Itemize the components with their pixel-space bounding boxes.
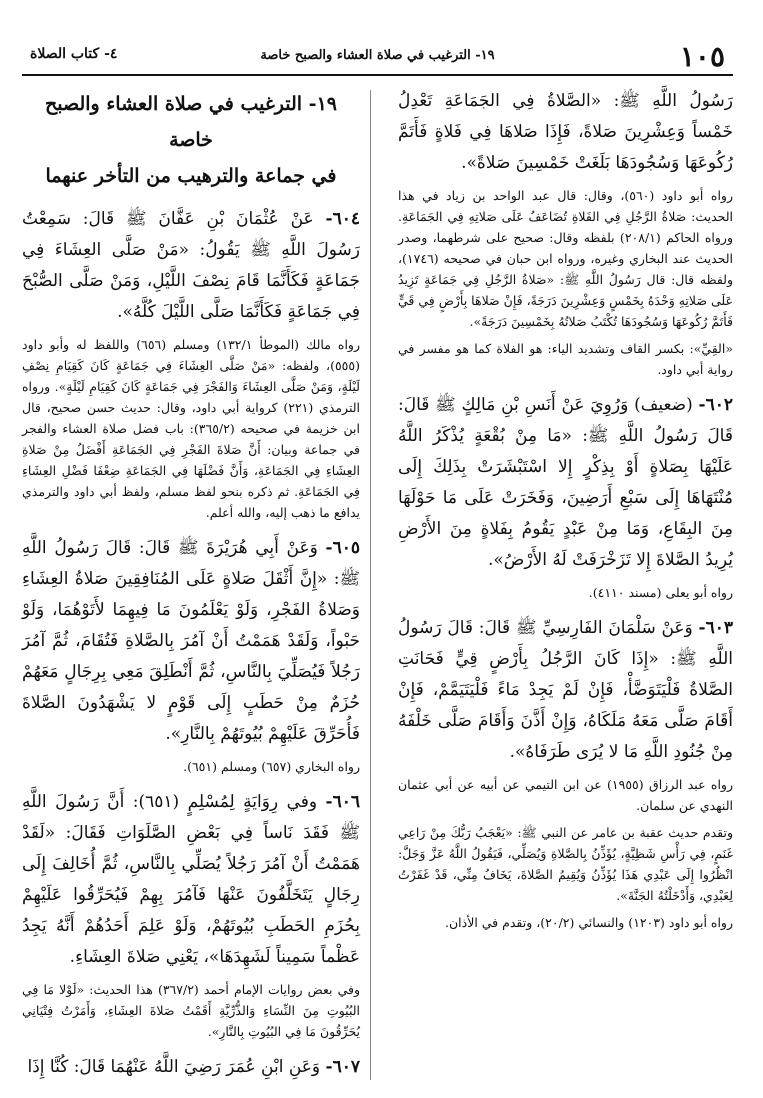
hadith-604	[22, 204, 360, 328]
hadith-text: وَعَنْ سَلْمَانَ الفَارِسِيِّ ﷺ قَالَ: قَالَ رَسُولُ اللَّهِ ﷺ: «إِذَا كَانَ الرَّجُلُ بِأَرْضٍ قِيٍّ فَحَانَتِ الصَّلاةُ فَلْيَتَوَضَّأْ، فَإِنْ لَمْ يَجِدْ مَاءً فَلْيَتَيَمَّمْ، فَإِنْ أَقَامَ صَلَّى مَعَهُ مَلَكَاهُ، وَإِنْ أَذَّنَ وَأَقَامَ صَلَّى خَلْفَهُ مِنْ جُنُودِ اللَّهِ مَا لا يُرَى طَرَفَاهُ».	[398, 618, 733, 762]
running-chapter-title: ١٩- الترغيب في صلاة العشاء والصبح خاصة	[260, 48, 495, 63]
glossary-note: «القِيِّ»: بكسر القاف وتشديد الياء: هو الفلاة كما هو مفسر في رواية أبي داود.	[398, 341, 733, 377]
hadith-607	[22, 1052, 360, 1083]
running-book-title: ٤- كتاب الصلاة	[30, 46, 118, 62]
hadith-603	[398, 613, 733, 768]
hadith-source: رواه مالك (الموطأ ١٣٢/١) ومسلم (٦٥٦) واللفظ له وأبو داود (٥٥٥)، ولفظه: «مَنْ صَلَّى العِشَاءَ فِي جَمَاعَةٍ كَانَ كَقِيَامِ نِصْفِ لَيْلَةٍ، وَمَنْ صَلَّى العِشَاءَ وَالفَجْرَ فِي جَمَاعَةٍ كَانَ كَقِيَامِ لَيْلَةٍ». ورواه الترمذي (٢٢١) كرواية أبي داود، وقال: حديث حسن صحيح، قال ابن خزيمة في صحيحه (٣٦٥/٢): باب فضل صلاة العشاء والفجر في جماعة وبيان: أَنَّ صَلاةَ الفَجْرِ فِي الجَمَاعَةِ أَفْضَلُ مِنْ صَلاةِ العِشَاءِ فِي الجَمَاعَةِ، وَأَنَّ فَضْلَهَا فِي الجَمَاعَةِ ضِعْفَا فَضْلِ العِشَاءِ فِي الجَمَاعَةِ. ثم ذكره بنحو لفظ مسلم، ولفظ أبي داود والترمذي يدافع ما ذهب إليه، والله أعلم.	[22, 337, 361, 520]
hadith-source: رواه أبو داود (١٢٠٣) والنسائي (٢٠/٢)، وتقدم في الأذان.	[445, 915, 733, 930]
section-subtitle: في جماعة والترهيب من التأخر عنهما	[45, 165, 337, 187]
hadith-source: وفي بعض روايات الإمام أحمد (٣٦٧/٢) هذا الحديث: «لَوْلا مَا فِي البُيُوتِ مِنَ النِّسَاءِ وَالذُّرِّيَّةِ أَقَمْتُ صَلاةَ العِشَاءِ، وَأَمَرْتُ فِتْيَانِي يُحَرِّقُونَ مَا فِي البُيُوتِ بِالنَّارِ».	[22, 982, 361, 1039]
hadith-606	[22, 787, 360, 973]
hadith-source: رواه أبو يعلى (مسند ٤١١٠).	[588, 585, 733, 600]
hadith-number: ٦٠٥-	[325, 538, 361, 558]
hadith-number: ٦٠٦-	[325, 792, 361, 812]
hadith-source: رواه عبد الرزاق (١٩٥٥) عن ابن التيمي عن أبيه عن أبي عثمان النهدي عن سلمان.	[398, 777, 733, 813]
hadith-text: عَنْ عُثْمَانَ بْنِ عَفَّانَ ﷺ قَالَ: سَمِعْتُ رَسُولَ اللَّهِ ﷺ يَقُولُ: «مَنْ صَلَّى العِشَاءَ فِي جَمَاعَةٍ فَكَأَنَّمَا قَامَ نِصْفَ اللَّيْلِ، وَمَنْ صَلَّى الصُّبْحَ فِي جَمَاعَةٍ فَكَأَنَّمَا صَلَّى اللَّيْلَ كُلَّهُ».	[22, 209, 360, 322]
hadith-number: ٦٠٣-	[698, 618, 733, 638]
cross-reference-note: وتقدم حديث عقبة بن عامر عن النبي ﷺ: «يَعْجَبُ رَبُّكَ مِنْ رَاعِي غَنَمٍ، فِي رَأْسِ شَظِيَّةٍ، يُؤَذِّنُ بِالصَّلاةِ وَيُصَلِّي، فَيَقُولُ اللَّهُ عَزَّ وَجَلَّ: انْظُرُوا إِلَى عَبْدِي هَذَا يُؤَذِّنُ وَيُقِيمُ الصَّلاةَ، يَخَافُ مِنِّي، قَدْ غَفَرْتُ لِعَبْدِي، وَأَدْخَلْتُهُ الجَنَّةَ».	[398, 825, 733, 903]
hadith-number: ٦٠٤-	[325, 209, 361, 229]
source-note: رواه أبو داود (٥٦٠)، وقال: قال عبد الواحد بن زياد في هذا الحديث: صَلاةُ الرَّجُلِ فِي الفَلاةِ تُضَاعَفُ عَلَى صَلاتِهِ فِي الجَمَاعَةِ. ورواه الحاكم (٢٠٨/١) بلفظه وقال: صحيح على شرطهما، وصدر الحديث عند البخاري وغيره، ورواه ابن حبان في صحيحه (١٧٤٦)، ولفظه قال: قال رَسُولُ اللَّهِ ﷺ: «صَلاةُ الرَّجُلِ فِي جَمَاعَةٍ تَزِيدُ عَلَى صَلاتِهِ وَحْدَهُ بِخَمْسٍ وَعِشْرِينَ دَرَجَةً، فَإِنْ صَلاهَا بِأَرْضٍ فِي قَيٍّ فَأَتَمَّ رُكُوعَهَا وَسُجُودَهَا تُكْتَبُ صَلاتُهُ بِخَمْسِينَ دَرَجَةً».	[398, 188, 733, 329]
hadith-number: ٦٠٢-	[698, 395, 733, 415]
hadith-602	[398, 390, 733, 576]
hadith-text: (ضعيف) وَرُوِيَ عَنْ أَنَسِ بْنِ مَالِكٍ ﷺ قَالَ: قَالَ رَسُولُ اللَّهِ ﷺ: «مَا مِنْ بُقْعَةٍ يُذْكَرُ اللَّهُ عَلَيْهَا بِصَلاةٍ أَوْ بِذِكْرٍ إِلا اسْتَبْشَرَتْ بِذَلِكَ إِلَى مُنْتَهَاهَا إِلَى سَبْعِ أَرَضِينَ، وَفَخَرَتْ عَلَى مَا حَوْلَهَا مِنَ البِقَاعِ، وَمَا مِنْ عَبْدٍ يَقُومُ بِفَلاةٍ مِنَ الأَرْضِ يُرِيدُ الصَّلاةَ إِلا تَزَخْرَفَتْ لَهُ الأَرْضُ».	[398, 395, 733, 570]
left-column	[22, 86, 360, 1083]
page-number: ١٠٥	[679, 40, 725, 73]
hadith-text: وفي رِوَايَةٍ لِمُسْلِمٍ (٦٥١): أَنَّ رَسُولَ اللَّهِ ﷺ فَقَدَ نَاساً فِي بَعْضِ الصَّلَوَاتِ فَقَالَ: «لَقَدْ هَمَمْتُ أَنْ آمُرَ رَجُلاً يُصَلِّي بِالنَّاسِ، ثُمَّ أُخَالِفَ إِلَى رِجَالٍ يَتَخَلَّفُونَ عَنْهَا فَآمُرَ بِهِمْ فَيُحَرِّقُوا عَلَيْهِمْ بِحُزَمِ الحَطَبِ بُيُوتَهُمْ، وَلَوْ عَلِمَ أَحَدُهُمْ أَنَّهُ يَجِدُ عَظْماً سَمِيناً لَشَهِدَهَا»، يَعْنِي صَلاةَ العِشَاءِ.	[22, 792, 360, 967]
section-title: ١٩- الترغيب في صلاة العشاء والصبح خاصة	[45, 93, 337, 151]
right-column	[398, 86, 733, 933]
hadith-text: وَعَنْ أَبِي هُرَيْرَةَ ﷺ قَالَ: قَالَ رَسُولُ اللَّهِ ﷺ: «إِنَّ أَثْقَلَ صَلاةٍ عَلَى المُنَافِقِينَ صَلاةُ العِشَاءِ وَصَلاةُ الفَجْرِ، وَلَوْ يَعْلَمُونَ مَا فِيهِمَا لأَتَوْهُمَا، وَلَوْ حَبْواً، وَلَقَدْ هَمَمْتُ أَنْ آمُرَ بِالصَّلاةِ فَتُقَامَ، ثُمَّ آمُرَ رَجُلاً فَيُصَلِّيَ بِالنَّاسِ، ثُمَّ أَنْطَلِقَ مَعِي بِرِجَالٍ مَعَهُمْ حُزَمٌ مِنْ حَطَبٍ إِلَى قَوْمٍ لا يَشْهَدُونَ الصَّلاةَ فَأُحَرِّقَ عَلَيْهِمْ بُيُوتَهُمْ بِالنَّارِ».	[22, 538, 360, 744]
hadith-text: وَعَنِ ابْنِ عُمَرَ رَضِيَ اللَّهُ عَنْهُمَا قَالَ: كُنَّا إِذَا	[27, 1057, 321, 1077]
hadith-source: رواه البخاري (٦٥٧) ومسلم (٦٥١).	[183, 759, 360, 774]
page-header	[22, 40, 733, 76]
hadith-continuation: رَسُولُ اللَّهِ ﷺ: «الصَّلاةُ فِي الجَمَاعَةِ تَعْدِلُ خَمْساً وَعِشْرِينَ صَلاةً، فَإِذَا صَلاهَا فِي فَلاةٍ فَأَتَمَّ رُكُوعَهَا وَسُجُودَهَا بَلَغَتْ خَمْسِينَ صَلاةً».	[398, 91, 733, 173]
hadith-605	[22, 533, 360, 750]
column-divider	[370, 90, 371, 1080]
hadith-number: ٦٠٧-	[325, 1057, 360, 1077]
